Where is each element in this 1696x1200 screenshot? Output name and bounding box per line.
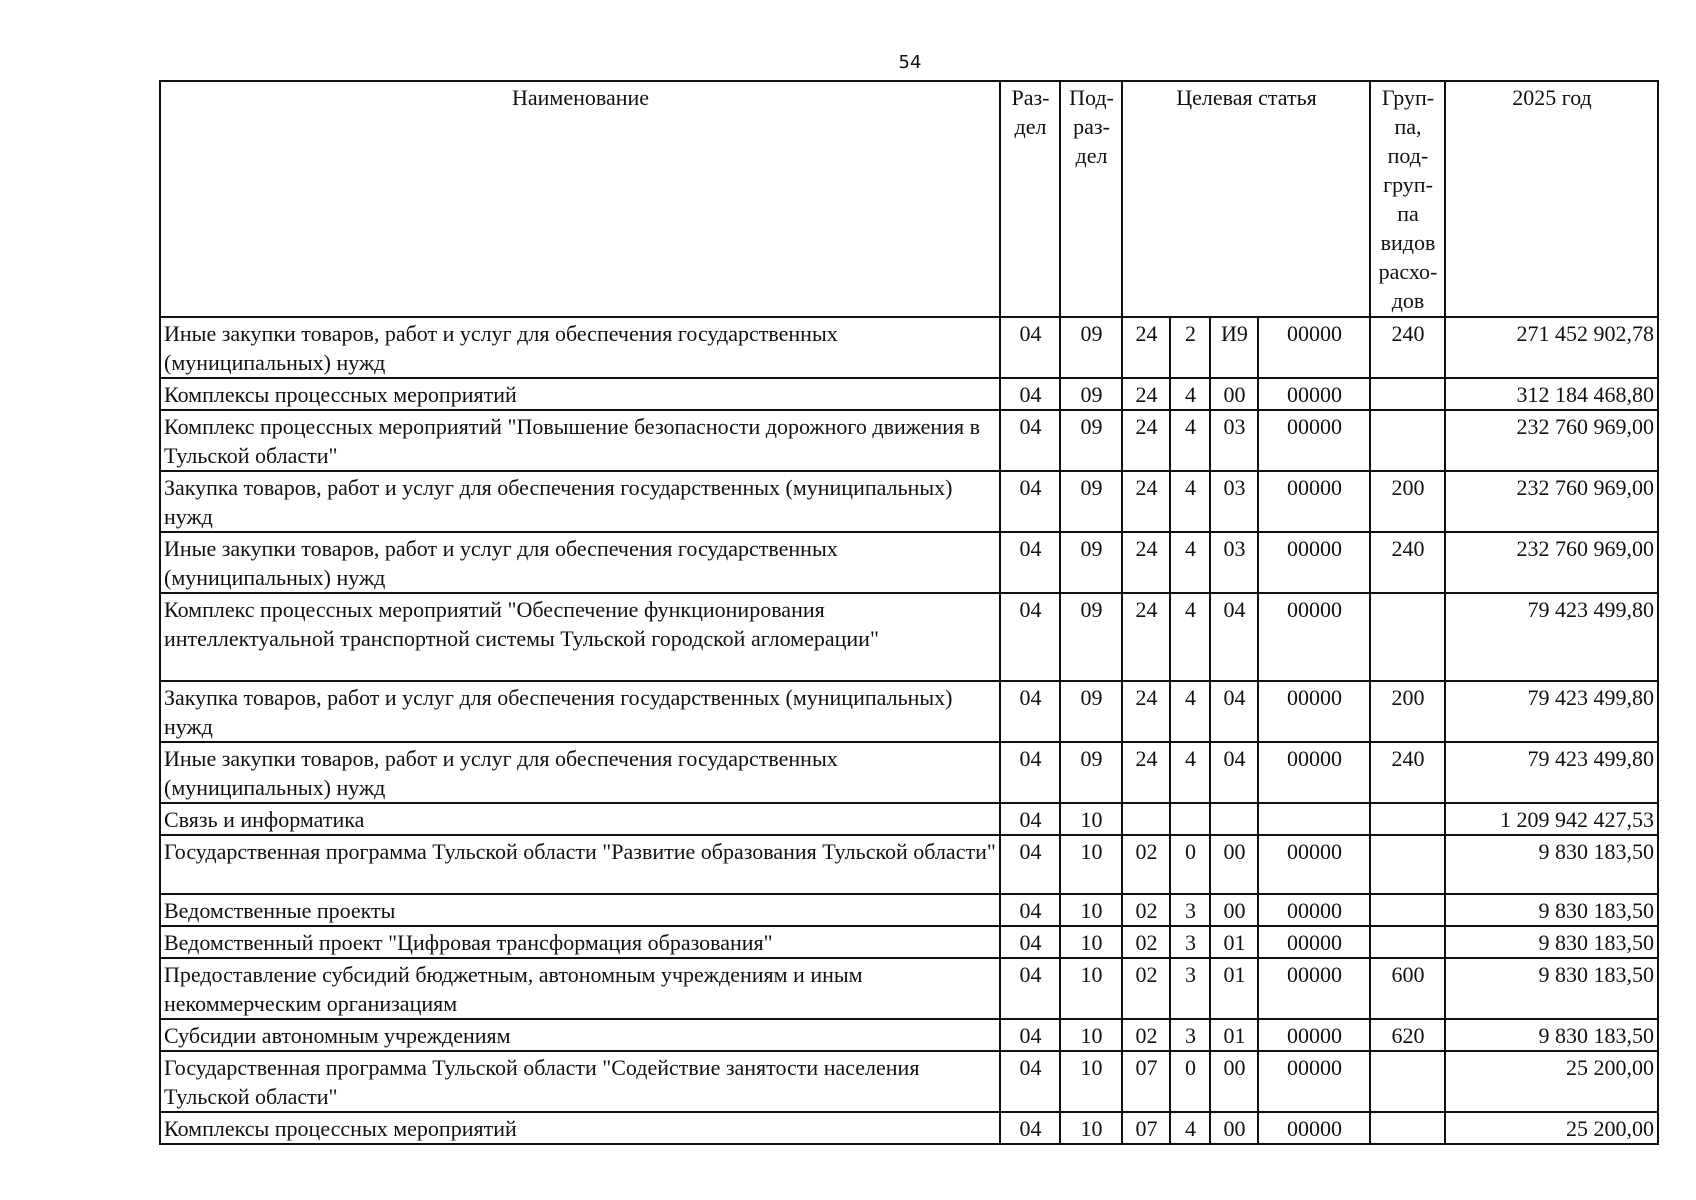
row-target-direction: 00000 — [1258, 742, 1370, 803]
row-target-direction: 00000 — [1258, 593, 1370, 681]
row-name: Субсидии автономным учреждениям — [160, 1019, 1000, 1051]
table-row — [160, 593, 1658, 681]
row-target-program: 02 — [1122, 958, 1170, 1019]
row-target-type: 4 — [1170, 471, 1210, 532]
row-expense-group — [1370, 1051, 1445, 1112]
row-target-direction: 00000 — [1258, 1112, 1370, 1144]
row-amount: 9 830 183,50 — [1445, 894, 1658, 926]
row-expense-group: 240 — [1370, 532, 1445, 593]
row-podrazdel: 09 — [1060, 317, 1122, 378]
row-expense-group — [1370, 926, 1445, 958]
table-row — [160, 378, 1658, 410]
row-target-type: 4 — [1170, 1112, 1210, 1144]
row-target-program — [1122, 803, 1170, 835]
row-target-direction — [1258, 803, 1370, 835]
row-target-structure: 00 — [1210, 1051, 1258, 1112]
row-name: Комплексы процессных мероприятий — [160, 378, 1000, 410]
row-podrazdel: 10 — [1060, 835, 1122, 894]
row-target-structure: 00 — [1210, 1112, 1258, 1144]
header-expense-group: Груп- па, под- груп- па видов расхо- дов — [1370, 81, 1445, 317]
table-row — [160, 681, 1658, 742]
row-target-program: 24 — [1122, 593, 1170, 681]
row-target-direction: 00000 — [1258, 532, 1370, 593]
row-expense-group — [1370, 378, 1445, 410]
row-razdel: 04 — [1000, 958, 1060, 1019]
row-target-type: 4 — [1170, 410, 1210, 471]
row-target-direction: 00000 — [1258, 1051, 1370, 1112]
row-razdel: 04 — [1000, 1112, 1060, 1144]
row-podrazdel: 10 — [1060, 1051, 1122, 1112]
row-target-program: 07 — [1122, 1112, 1170, 1144]
row-target-structure: 00 — [1210, 894, 1258, 926]
table-row — [160, 410, 1658, 471]
row-target-program: 02 — [1122, 894, 1170, 926]
row-target-structure: 04 — [1210, 593, 1258, 681]
row-expense-group: 240 — [1370, 742, 1445, 803]
row-target-direction: 00000 — [1258, 835, 1370, 894]
row-expense-group — [1370, 1112, 1445, 1144]
row-expense-group: 240 — [1370, 317, 1445, 378]
row-razdel: 04 — [1000, 742, 1060, 803]
table-row — [160, 803, 1658, 835]
row-target-structure: 04 — [1210, 742, 1258, 803]
row-razdel: 04 — [1000, 532, 1060, 593]
row-razdel: 04 — [1000, 410, 1060, 471]
row-target-type: 4 — [1170, 593, 1210, 681]
row-name: Комплексы процессных мероприятий — [160, 1112, 1000, 1144]
row-expense-group: 200 — [1370, 681, 1445, 742]
row-target-program: 02 — [1122, 1019, 1170, 1051]
row-name: Комплекс процессных мероприятий "Повышение безопасности дорожного движения в Тульской области" — [160, 410, 1000, 471]
row-name: Закупка товаров, работ и услуг для обеспечения государственных (муниципальных) нужд — [160, 471, 1000, 532]
row-target-structure: 01 — [1210, 1019, 1258, 1051]
row-podrazdel: 10 — [1060, 803, 1122, 835]
row-podrazdel: 09 — [1060, 532, 1122, 593]
row-target-type — [1170, 803, 1210, 835]
table-row — [160, 835, 1658, 894]
row-expense-group: 600 — [1370, 958, 1445, 1019]
table-row — [160, 958, 1658, 1019]
row-target-structure: 01 — [1210, 926, 1258, 958]
row-podrazdel: 09 — [1060, 471, 1122, 532]
page-number: 54 — [898, 52, 922, 73]
row-razdel: 04 — [1000, 317, 1060, 378]
row-target-type: 4 — [1170, 742, 1210, 803]
row-razdel: 04 — [1000, 835, 1060, 894]
row-target-program: 02 — [1122, 926, 1170, 958]
row-amount: 232 760 969,00 — [1445, 471, 1658, 532]
row-amount: 25 200,00 — [1445, 1051, 1658, 1112]
header-year-2025: 2025 год — [1445, 81, 1658, 317]
row-razdel: 04 — [1000, 926, 1060, 958]
row-razdel: 04 — [1000, 803, 1060, 835]
row-razdel: 04 — [1000, 1019, 1060, 1051]
table-body — [160, 317, 1658, 1144]
row-target-structure — [1210, 803, 1258, 835]
row-podrazdel: 09 — [1060, 593, 1122, 681]
row-target-structure: 04 — [1210, 681, 1258, 742]
header-target-article: Целевая статья — [1122, 81, 1370, 317]
row-name: Предоставление субсидий бюджетным, автономным учреждениям и иным некоммерческим организациям — [160, 958, 1000, 1019]
row-podrazdel: 09 — [1060, 410, 1122, 471]
row-amount: 9 830 183,50 — [1445, 1019, 1658, 1051]
row-target-direction: 00000 — [1258, 894, 1370, 926]
table-row — [160, 1019, 1658, 1051]
header-razdel: Раз- дел — [1000, 81, 1060, 317]
row-target-program: 24 — [1122, 378, 1170, 410]
row-target-direction: 00000 — [1258, 471, 1370, 532]
row-name: Ведомственный проект "Цифровая трансформация образования" — [160, 926, 1000, 958]
table-row — [160, 926, 1658, 958]
row-target-type: 3 — [1170, 1019, 1210, 1051]
row-name: Государственная программа Тульской области "Содействие занятости населения Тульской области" — [160, 1051, 1000, 1112]
row-target-type: 0 — [1170, 1051, 1210, 1112]
row-amount: 79 423 499,80 — [1445, 681, 1658, 742]
row-razdel: 04 — [1000, 471, 1060, 532]
table-row — [160, 532, 1658, 593]
row-podrazdel: 10 — [1060, 958, 1122, 1019]
row-expense-group — [1370, 803, 1445, 835]
row-target-direction: 00000 — [1258, 958, 1370, 1019]
row-amount: 232 760 969,00 — [1445, 410, 1658, 471]
table-row — [160, 471, 1658, 532]
row-amount: 312 184 468,80 — [1445, 378, 1658, 410]
row-target-direction: 00000 — [1258, 378, 1370, 410]
row-target-program: 24 — [1122, 742, 1170, 803]
row-name: Закупка товаров, работ и услуг для обеспечения государственных (муниципальных) нужд — [160, 681, 1000, 742]
row-podrazdel: 10 — [1060, 1112, 1122, 1144]
row-target-type: 3 — [1170, 958, 1210, 1019]
row-razdel: 04 — [1000, 1051, 1060, 1112]
row-amount: 271 452 902,78 — [1445, 317, 1658, 378]
row-amount: 9 830 183,50 — [1445, 926, 1658, 958]
row-target-program: 24 — [1122, 471, 1170, 532]
row-target-structure: 00 — [1210, 835, 1258, 894]
row-target-direction: 00000 — [1258, 926, 1370, 958]
row-podrazdel: 09 — [1060, 681, 1122, 742]
row-amount: 79 423 499,80 — [1445, 742, 1658, 803]
row-podrazdel: 09 — [1060, 378, 1122, 410]
row-target-type: 4 — [1170, 378, 1210, 410]
row-amount: 9 830 183,50 — [1445, 835, 1658, 894]
table-row — [160, 1112, 1658, 1144]
row-name: Связь и информатика — [160, 803, 1000, 835]
row-amount: 25 200,00 — [1445, 1112, 1658, 1144]
row-expense-group — [1370, 835, 1445, 894]
row-target-direction: 00000 — [1258, 1019, 1370, 1051]
row-name: Иные закупки товаров, работ и услуг для обеспечения государственных (муниципальных) нужд — [160, 742, 1000, 803]
row-name: Государственная программа Тульской области "Развитие образования Тульской области" — [160, 835, 1000, 894]
row-expense-group: 620 — [1370, 1019, 1445, 1051]
row-target-program: 24 — [1122, 532, 1170, 593]
row-podrazdel: 10 — [1060, 894, 1122, 926]
row-podrazdel: 10 — [1060, 926, 1122, 958]
table-row — [160, 1051, 1658, 1112]
table-header — [160, 81, 1658, 317]
row-target-structure: И9 — [1210, 317, 1258, 378]
row-target-structure: 00 — [1210, 378, 1258, 410]
row-name: Иные закупки товаров, работ и услуг для обеспечения государственных (муниципальных) нужд — [160, 317, 1000, 378]
row-target-program: 24 — [1122, 317, 1170, 378]
row-target-structure: 03 — [1210, 532, 1258, 593]
row-target-type: 0 — [1170, 835, 1210, 894]
row-target-type: 2 — [1170, 317, 1210, 378]
row-expense-group: 200 — [1370, 471, 1445, 532]
row-amount: 1 209 942 427,53 — [1445, 803, 1658, 835]
row-target-program: 24 — [1122, 681, 1170, 742]
row-target-type: 4 — [1170, 532, 1210, 593]
row-amount: 79 423 499,80 — [1445, 593, 1658, 681]
row-expense-group — [1370, 894, 1445, 926]
row-target-structure: 03 — [1210, 471, 1258, 532]
row-name: Ведомственные проекты — [160, 894, 1000, 926]
row-amount: 232 760 969,00 — [1445, 532, 1658, 593]
budget-table — [159, 80, 1659, 1145]
row-razdel: 04 — [1000, 378, 1060, 410]
row-target-direction: 00000 — [1258, 317, 1370, 378]
header-name: Наименование — [160, 81, 1000, 317]
table-row — [160, 894, 1658, 926]
row-razdel: 04 — [1000, 593, 1060, 681]
row-target-direction: 00000 — [1258, 681, 1370, 742]
row-target-structure: 03 — [1210, 410, 1258, 471]
row-name: Комплекс процессных мероприятий "Обеспечение функционирования интеллектуальной транспортной системы Тульской городской агломерации" — [160, 593, 1000, 681]
row-expense-group — [1370, 410, 1445, 471]
row-target-type: 3 — [1170, 894, 1210, 926]
table-row — [160, 317, 1658, 378]
row-expense-group — [1370, 593, 1445, 681]
row-podrazdel: 09 — [1060, 742, 1122, 803]
row-target-direction: 00000 — [1258, 410, 1370, 471]
row-target-structure: 01 — [1210, 958, 1258, 1019]
row-razdel: 04 — [1000, 681, 1060, 742]
row-name: Иные закупки товаров, работ и услуг для обеспечения государственных (муниципальных) нужд — [160, 532, 1000, 593]
row-target-type: 4 — [1170, 681, 1210, 742]
row-target-program: 07 — [1122, 1051, 1170, 1112]
row-target-program: 02 — [1122, 835, 1170, 894]
table-row — [160, 742, 1658, 803]
row-podrazdel: 10 — [1060, 1019, 1122, 1051]
row-amount: 9 830 183,50 — [1445, 958, 1658, 1019]
row-target-type: 3 — [1170, 926, 1210, 958]
row-razdel: 04 — [1000, 894, 1060, 926]
row-target-program: 24 — [1122, 410, 1170, 471]
header-podrazdel: Под- раз- дел — [1060, 81, 1122, 317]
